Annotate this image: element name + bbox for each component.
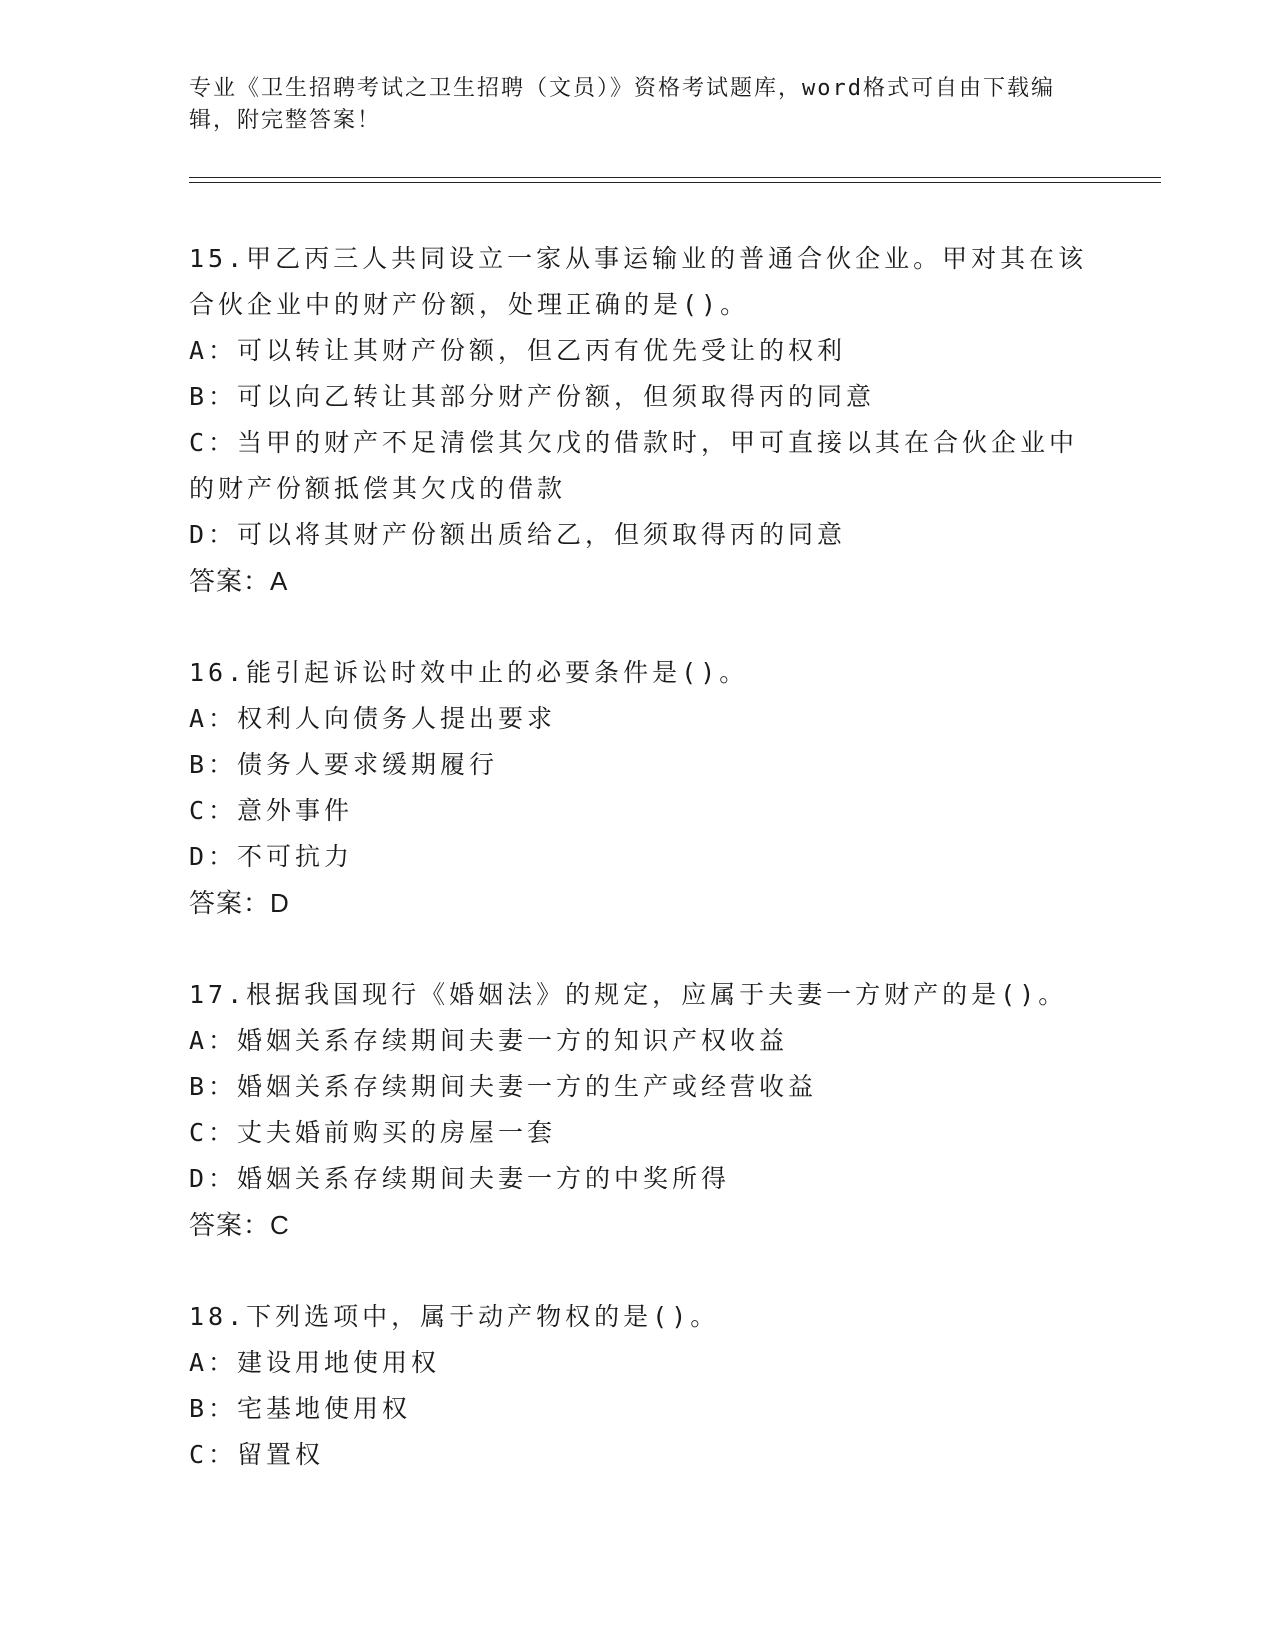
document-header-intro: 专业《卫生招聘考试之卫生招聘（文员）》资格考试题库，word格式可自由下载编辑，附完整答案！ — [189, 76, 1055, 133]
question-stem: 18.下列选项中，属于动产物权的是()。 — [189, 1302, 720, 1331]
option-d: D：婚姻关系存续期间夫妻一方的中奖所得 — [189, 1164, 731, 1193]
header-divider-bottom — [189, 182, 1161, 183]
option-b: B：婚姻关系存续期间夫妻一方的生产或经营收益 — [189, 1072, 818, 1101]
option-a: A：权利人向债务人提出要求 — [189, 704, 557, 733]
question-stem: 16.能引起诉讼时效中止的必要条件是()。 — [189, 658, 749, 687]
option-c: C：留置权 — [189, 1440, 325, 1469]
question-list — [189, 236, 1089, 1524]
answer-label: 答案：D — [189, 888, 290, 918]
option-d: D：可以将其财产份额出质给乙，但须取得丙的同意 — [189, 520, 847, 549]
option-a: A：婚姻关系存续期间夫妻一方的知识产权收益 — [189, 1026, 789, 1055]
question-18 — [189, 1294, 1089, 1478]
option-b: B：债务人要求缓期履行 — [189, 750, 499, 779]
option-c: C：当甲的财产不足清偿其欠戊的借款时，甲可直接以其在合伙企业中的财产份额抵偿其欠戊的借款 — [189, 428, 1079, 503]
question-stem: 17.根据我国现行《婚姻法》的规定，应属于夫妻一方财产的是()。 — [189, 980, 1068, 1009]
option-b: B：宅基地使用权 — [189, 1394, 412, 1423]
option-a: A：建设用地使用权 — [189, 1348, 441, 1377]
option-c: C：意外事件 — [189, 796, 354, 825]
question-stem: 15.甲乙丙三人共同设立一家从事运输业的普通合伙企业。甲对其在该合伙企业中的财产份额，处理正确的是()。 — [189, 244, 1088, 319]
option-a: A：可以转让其财产份额，但乙丙有优先受让的权利 — [189, 336, 847, 365]
answer-label: 答案：C — [189, 1210, 290, 1240]
option-b: B：可以向乙转让其部分财产份额，但须取得丙的同意 — [189, 382, 876, 411]
question-15 — [189, 236, 1089, 604]
question-17 — [189, 972, 1089, 1248]
option-c: C：丈夫婚前购买的房屋一套 — [189, 1118, 557, 1147]
header-divider-top — [189, 177, 1161, 178]
option-d: D：不可抗力 — [189, 842, 354, 871]
question-16 — [189, 650, 1089, 926]
answer-label: 答案：A — [189, 566, 289, 596]
